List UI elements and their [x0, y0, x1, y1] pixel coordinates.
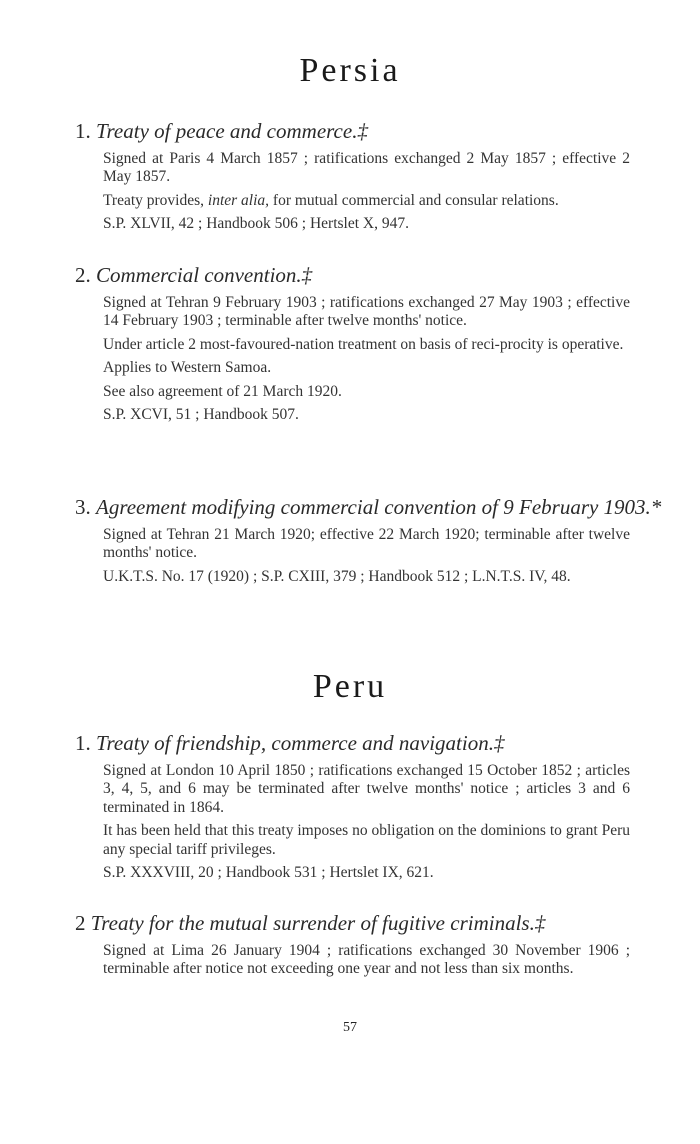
entry-paragraph: See also agreement of 21 March 1920. — [103, 382, 342, 400]
entry-number: 2. — [75, 263, 91, 287]
section-title-peru: Peru — [312, 668, 388, 705]
persia-entry-1 — [75, 118, 630, 239]
persia-entry-2 — [75, 262, 630, 429]
entry-reference: U.K.T.S. No. 17 (1920) ; S.P. CXIII, 379 ; Handbook 512 ; L.N.T.S. IV, 48. — [103, 567, 571, 585]
entry-reference: S.P. XXXVIII, 20 ; Handbook 531 ; Hertslet IX, 621. — [103, 864, 434, 882]
entry-title: Agreement modifying commercial convention of 9 February 1903.* — [96, 495, 662, 519]
entry-heading — [75, 118, 630, 144]
peru-entry-2 — [75, 910, 630, 984]
entry-title: Commercial convention.‡ — [96, 263, 313, 287]
persia-entry-3 — [75, 494, 662, 591]
entry-paragraph: Signed at Tehran 9 February 1903 ; ratifications exchanged 27 May 1903 ; effective 14 February 1903 ; terminable after twelve months' notice. — [103, 294, 630, 330]
entry-paragraph: Signed at Tehran 21 March 1920; effective 22 March 1920; terminable after twelve months' notice. — [103, 526, 630, 562]
entry-heading — [75, 730, 630, 756]
entry-number: 3. — [75, 495, 91, 519]
entry-heading — [75, 262, 630, 288]
entry-title: Treaty for the mutual surrender of fugitive criminals.‡ — [90, 911, 546, 935]
entry-heading — [75, 910, 630, 936]
peru-entry-1 — [75, 730, 630, 887]
entry-paragraph: Signed at Lima 26 January 1904 ; ratifications exchanged 30 November 1906 ; terminable after notice not exceeding one year and not less than six months. — [103, 942, 630, 978]
entry-heading — [75, 494, 662, 520]
entry-paragraph: Applies to Western Samoa. — [103, 359, 272, 377]
entry-paragraph: Treaty provides, inter alia, for mutual commercial and consular relations. — [103, 191, 559, 209]
entry-number: 1. — [75, 119, 91, 143]
page-number: 57 — [343, 1020, 357, 1035]
entry-paragraph: Under article 2 most-favoured-nation treatment on basis of reci-procity is operative. — [103, 335, 624, 353]
entry-paragraph: Signed at Paris 4 March 1857 ; ratifications exchanged 2 May 1857 ; effective 2 May 1857. — [103, 150, 630, 186]
entry-title: Treaty of friendship, commerce and navigation.‡ — [96, 731, 505, 755]
entry-number: 2 — [75, 911, 86, 935]
entry-paragraph: Signed at London 10 April 1850 ; ratifications exchanged 15 October 1852 ; articles 3, 4, 5, and 6 may be terminated after twelve months' notice ; articles 3 and 6 terminated in 1864. — [103, 762, 630, 816]
entry-paragraph: It has been held that this treaty imposes no obligation on the dominions to grant Peru any special tariff privileges. — [103, 822, 630, 858]
entry-reference: S.P. XLVII, 42 ; Handbook 506 ; Hertslet X, 947. — [103, 215, 409, 233]
entry-title: Treaty of peace and commerce.‡ — [96, 119, 368, 143]
section-title-persia: Persia — [299, 52, 401, 89]
entry-number: 1. — [75, 731, 91, 755]
entry-reference: S.P. XCVI, 51 ; Handbook 507. — [103, 406, 299, 424]
